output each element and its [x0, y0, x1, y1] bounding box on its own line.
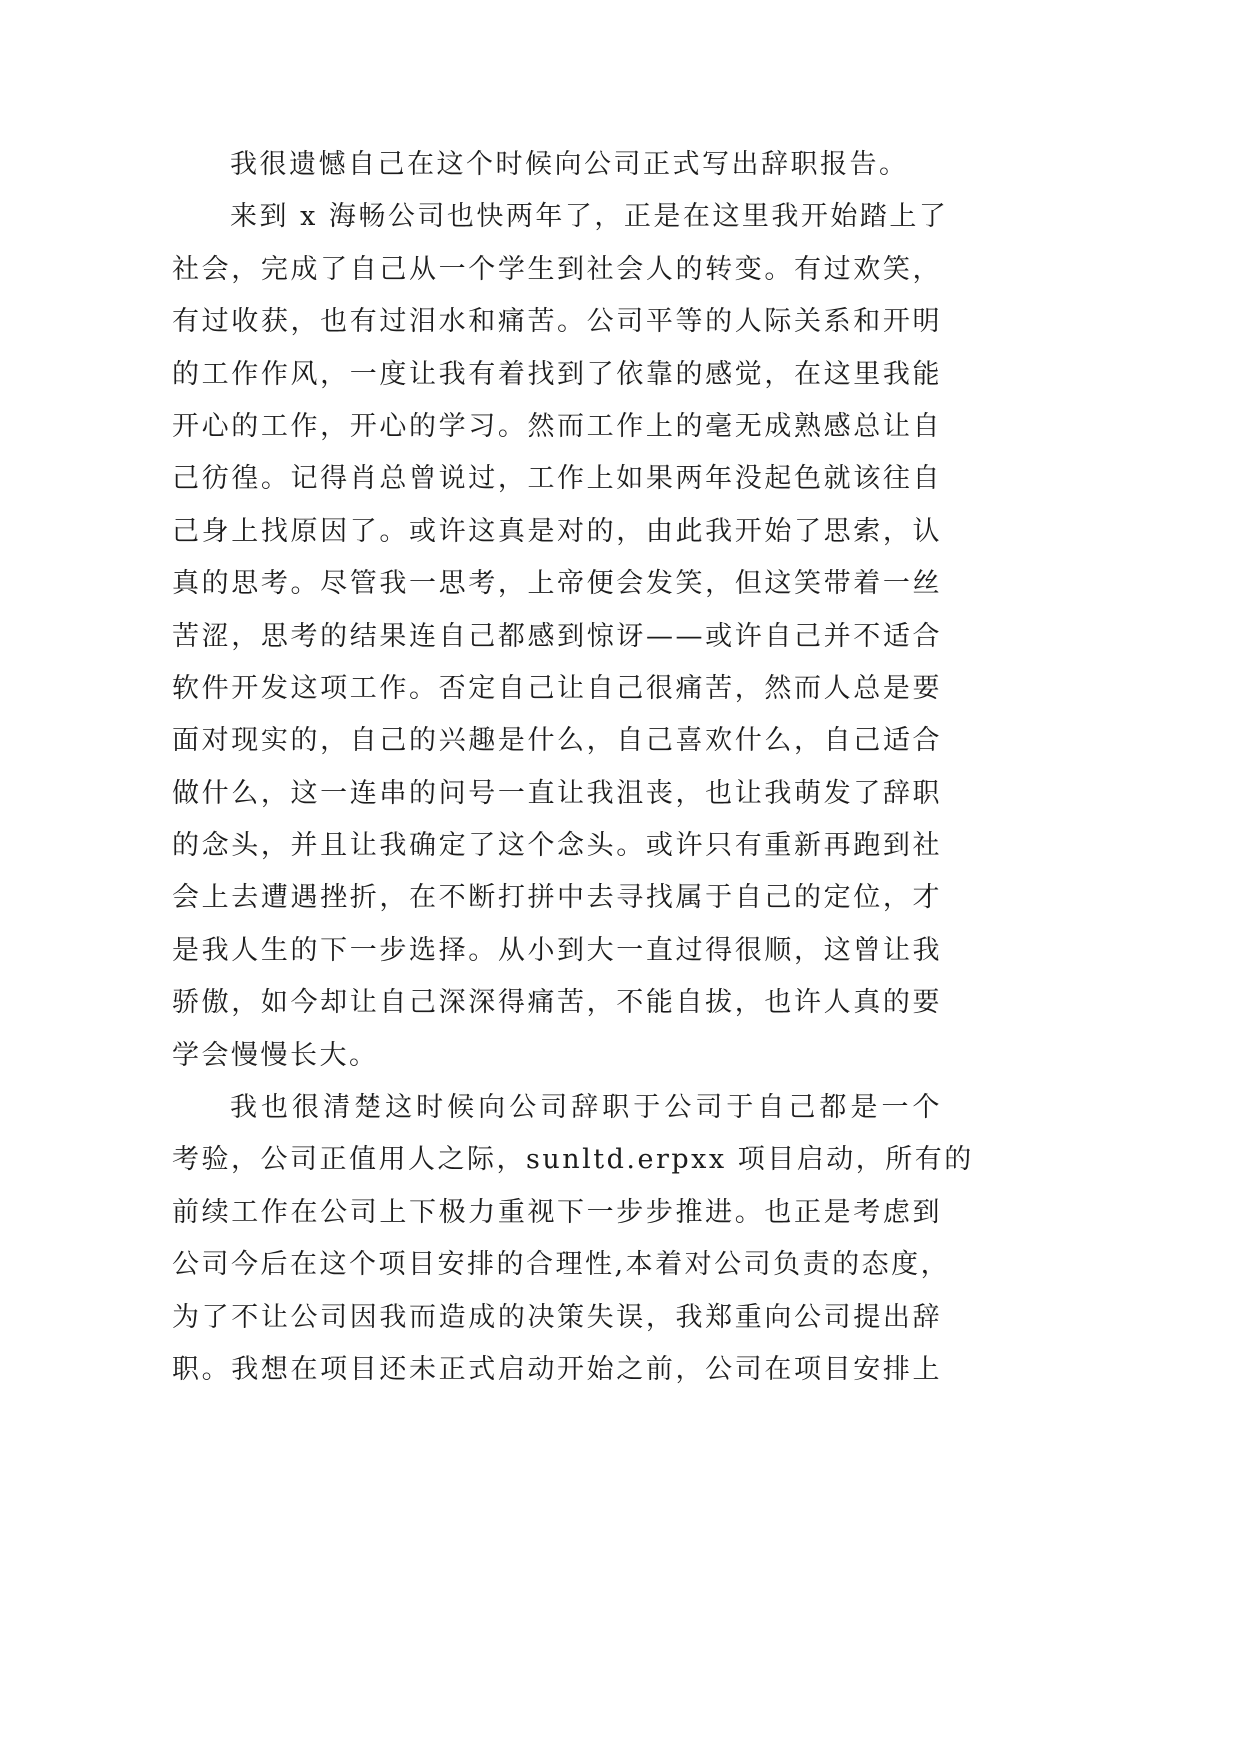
- text-line: 己身上找原因了。或许这真是对的，由此我开始了思索，认: [172, 515, 942, 547]
- text-line: 社会，完成了自己从一个学生到社会人的转变。有过欢笑，: [172, 253, 942, 285]
- text-line: 我很遗憾自己在这个时候向公司正式写出辞职报告。: [230, 149, 909, 180]
- text-line: 面对现实的，自己的兴趣是什么，自己喜欢什么，自己适合: [172, 725, 942, 757]
- text-line: 学会慢慢长大。: [172, 1039, 379, 1071]
- text-line: 为了不让公司因我而造成的决策失误，我郑重向公司提出辞: [172, 1301, 942, 1333]
- text-line: 的念头，并且让我确定了这个念头。或许只有重新再跑到社: [172, 830, 942, 862]
- paragraph-timing: [172, 1082, 974, 1396]
- text-line: 是我人生的下一步选择。从小到大一直过得很顺，这曾让我: [172, 934, 942, 966]
- text-line: 考验，公司正值用人之际，sunltd.erpxx 项目启动，所有的: [172, 1144, 974, 1176]
- text-line: 骄傲，如今却让自己深深得痛苦，不能自拔，也许人真的要: [172, 987, 942, 1019]
- text-line: 来到 x 海畅公司也快两年了，正是在这里我开始踏上了: [230, 201, 949, 233]
- paragraph-opening: [172, 139, 942, 191]
- text-line: 有过收获，也有过泪水和痛苦。公司平等的人际关系和开明: [172, 306, 942, 338]
- text-line: 我也很清楚这时候向公司辞职于公司于自己都是一个: [230, 1092, 942, 1124]
- text-line: 公司今后在这个项目安排的合理性,本着对公司负责的态度，: [172, 1249, 951, 1281]
- text-line: 己彷徨。记得肖总曾说过，工作上如果两年没起色就该往自: [172, 463, 942, 495]
- paragraph-reason: [172, 191, 949, 1082]
- document-body: [172, 139, 974, 1396]
- text-line: 职。我想在项目还未正式启动开始之前，公司在项目安排上: [172, 1353, 942, 1385]
- text-line: 的工作作风，一度让我有着找到了依靠的感觉，在这里我能: [172, 358, 942, 390]
- text-line: 前续工作在公司上下极力重视下一步步推进。也正是考虑到: [172, 1196, 942, 1228]
- text-line: 开心的工作，开心的学习。然而工作上的毫无成熟感总让自: [172, 410, 942, 442]
- text-line: 会上去遭遇挫折，在不断打拼中去寻找属于自己的定位，才: [172, 882, 942, 914]
- text-line: 真的思考。尽管我一思考，上帝便会发笑，但这笑带着一丝: [172, 568, 942, 600]
- text-line: 苦涩，思考的结果连自己都感到惊讶——或许自己并不适合: [172, 620, 942, 652]
- text-line: 软件开发这项工作。否定自己让自己很痛苦，然而人总是要: [172, 672, 942, 704]
- text-line: 做什么，这一连串的问号一直让我沮丧，也让我萌发了辞职: [172, 777, 942, 809]
